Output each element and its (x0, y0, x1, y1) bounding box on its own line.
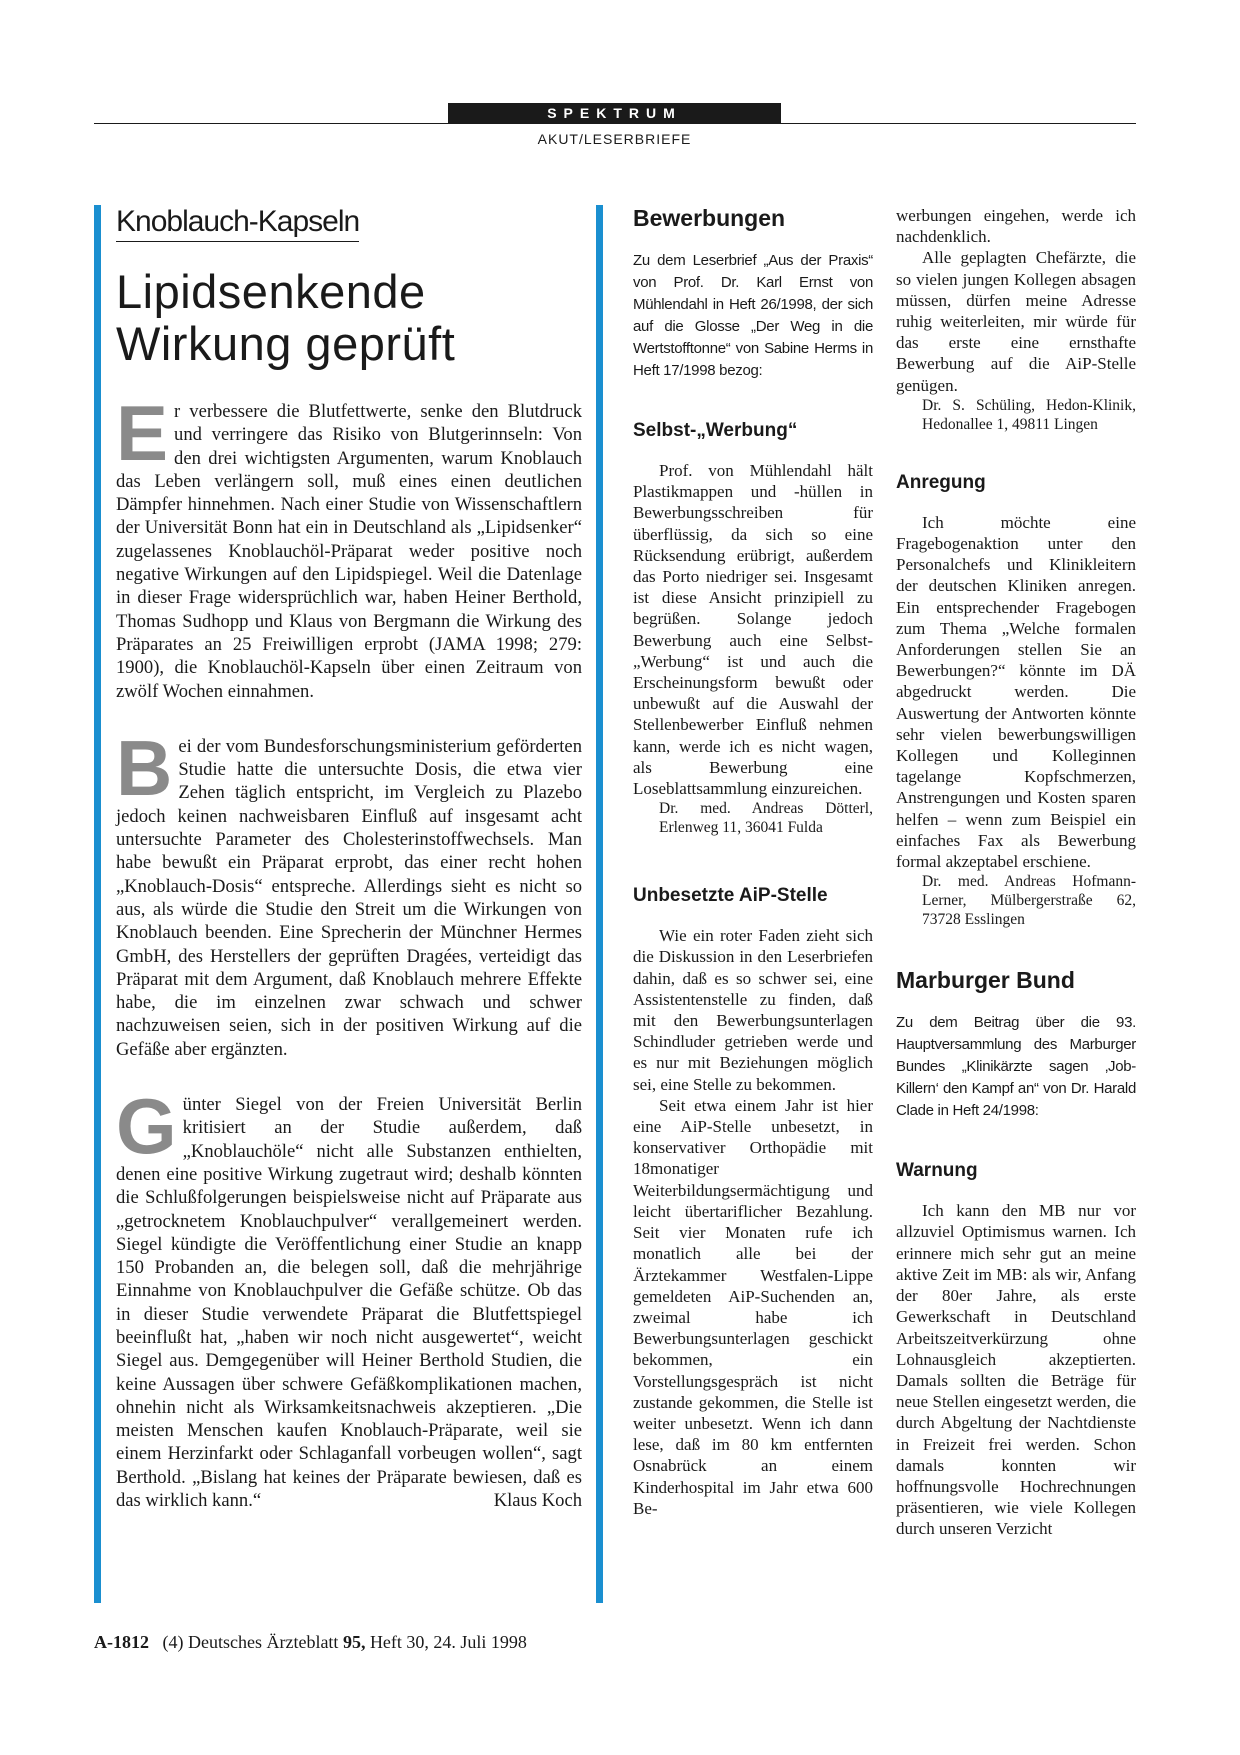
main-article (116, 205, 582, 1512)
letters-column-1 (633, 205, 873, 1519)
accent-bar-middle (596, 205, 603, 1603)
header-rule (94, 123, 1136, 124)
drop-cap: E (116, 389, 169, 477)
letter-text: Wie ein roter Faden zieht sich die Diskussion in den Leserbriefen dahin, daß es so schwer sei, eine Assistentenstelle zu finden, daß mit den Bewerbungsunterlagen Schindluder getrieben werde und es nur mit Beziehungen möglich sei, eine Stelle zu bekommen. (633, 926, 873, 1094)
article-headline (116, 266, 582, 370)
footer-volume: 95, (342, 1632, 366, 1652)
letter-text: Ich möchte eine Fragebogenaktion unter den Personalchefs und Klinikleitern der deutschen Kliniken anregen. Ein entsprechender Fragebogen zum Thema „Welche formalen Anforderungen stellen Sie an Bewerbungen?“ könnte im DÄ abgedruckt werden. Die Auswertung der Antworten könnte sehr vielen bewerbungswilligen Kollegen und Kolleginnen tagelange Kopfschmerzen, Anstrengungen und Kosten sparen helfen – wenn zum Beispiel ein einfaches Fax als Bewerbung formal akzeptabel erschiene. (896, 512, 1136, 872)
section-label: SPEKTRUM (448, 103, 781, 124)
article-author: Klaus Koch (493, 1490, 582, 1512)
article-paragraph (116, 1082, 582, 1512)
letter-signature: Dr. S. Schüling, Hedon-Klinik, Hedonallee 1, 49811 Lingen (922, 396, 1136, 433)
letter-text: Ich kann den MB nur vor allzuviel Optimismus warnen. Ich erinnere mich sehr gut an meine aktive Zeit im MB: als wir, Anfang der 80er Jahre, als erste Gewerkschaft in Deutschland Arbeitszeitverkürzung ohne Lohnausgleich akzeptierten. Damals sollten die Beträge für neue Stellen eingesetzt werden, die durch Abgeltung der Nachtdienste in Freizeit frei werden. Schon damals konnten wir hoffnungsvolle Hochrechnungen präsentieren, wie viele Kollegen durch unseren Verzicht (896, 1201, 1136, 1539)
footer-journal: (4) Deutsches Ärzteblatt (162, 1632, 339, 1652)
page-footer (94, 1632, 527, 1653)
letters-heading: Marburger Bund (896, 967, 1075, 994)
drop-cap: G (116, 1082, 177, 1171)
article-kicker: Knoblauch-Kapseln (116, 205, 359, 242)
drop-cap: B (116, 723, 173, 812)
headline-line-1: Lipidsenkende (116, 265, 426, 318)
article-paragraph (116, 389, 582, 703)
paragraph-text: ünter Siegel von der Freien Universität Berlin kritisiert an der Studie außerdem, daß „Knoblauchöle“ nicht alle Substanzen enthielten, denen eine positive Wirkung zugetraut wird; deshalb könnten die Schlußfolgerungen beispielsweise nicht auf Präparate aus „getrocknetem Knoblauchpulver“ verallgemeinert werden. Siegel kündigte die Veröffentlichung einer Studie an knapp 150 Probanden an, die belegen soll, daß die mehrjährige Einnahme von Knoblauchpulver die Gefäße schütze. Ob das in dieser Studie verwendete Präparat die Blutfettspiegel beeinflußt hat, „haben wir noch nicht ausgewertet“, weicht Siegel aus. Demgegenüber will Heiner Berthold Studien, die keine Aussagen über schwere Gefäßkomplikationen machen, ohnehin nicht als Wirksamkeitsnachweis akzeptieren. „Die meisten Menschen kaufen Knoblauch-Präparate, weil sie einem Herzinfarkt oder Schlaganfall vorbeugen wollen“, sagt Berthold. „Bislang hat keines der Präparate bewiesen, daß es das wirklich kann.“ (116, 1094, 582, 1512)
letters-intro: Zu dem Beitrag über die 93. Hauptversammlung des Marburger Bundes „Klinikärzte sagen ‚Job-Killern‘ den Kampf an“ von Dr. Harald Clade in Heft 24/1998: (896, 1014, 1136, 1120)
letter-title: Unbesetzte AiP-Stelle (633, 885, 828, 907)
letter-text: Alle geplagten Chefärzte, die so vielen jungen Kollegen absagen müssen, dürfen meine Adresse ruhig weiterleiten, mir würde für das erste eine ernsthafte Bewerbung auf die AiP-Stelle genügen. (896, 248, 1136, 395)
headline-line-2: Wirkung geprüft (116, 317, 456, 370)
letter-title: Anregung (896, 471, 986, 493)
letter-title: Selbst-„Werbung“ (633, 420, 798, 441)
article-paragraph (116, 723, 582, 1061)
paragraph-text: ei der vom Bundesforschungsministerium geförderten Studie hatte die untersuchte Dosis, die etwa vier Zehen täglich entspricht, im Vergleich zu Plazebo jedoch keinen nachweisbaren Einfluß auf insgesamt acht untersuchte Parameter des Cholesterinstoffwechsels. Man habe bewußt ein Präparat erprobt, das einer recht hohen „Knoblauch-Dosis“ entspreche. Allerdings sieht es nicht so aus, als würde die Studie den Streit um die Wirkungen von Knoblauch beenden. Eine Sprecherin der Münchner Hermes GmbH, des Herstellers der geprüften Dragées, verteidigt das Präparat mit dem Argument, daß Knoblauch mehrere Effekte habe, die im einzelnen zwar schwach und schwer nachzuweisen seien, sich in der positiven Wirkung auf die Gefäße aber ergänzten. (116, 735, 582, 1060)
letters-intro: Zu dem Leserbrief „Aus der Praxis“ von Prof. Dr. Karl Ernst von Mühlendahl in Heft 26/1998, der sich auf die Glosse „Der Weg in die Wertstofftonne“ von Sabine Herms in Heft 17/1998 bezog: (633, 252, 873, 379)
letter-signature: Dr. med. Andreas Dötterl, Erlenweg 11, 36041 Fulda (659, 800, 873, 837)
page-number: A-1812 (94, 1632, 149, 1652)
letter-text: werbungen eingehen, werde ich nachdenklich. (896, 206, 1136, 247)
letter-text: Prof. von Mühlendahl hält Plastikmappen und -hüllen in Bewerbungsschreiben für überflüssig, da sich so eine Rücksendung erübrigt, außerdem das Porto niedriger sei. Insgesamt ist diese Ansicht prinzipiell zu begrüßen. Solange jedoch Bewerbung auch eine Selbst-„Werbung“ ist und auch die Erscheinungsform bewußt oder unbewußt auf die Auswahl der Stellenbewerber Einfluß nehmen kann, werde ich es nicht wagen, als Bewerbung eine Loseblattsammlung einzureichen. (633, 461, 873, 799)
letter-title: Warnung (896, 1160, 978, 1182)
subsection-label: AKUT/LESERBRIEFE (537, 131, 692, 147)
letter-signature: Dr. med. Andreas Hofmann-Lerner, Mülbergerstraße 62, 73728 Esslingen (922, 873, 1136, 929)
letters-heading: Bewerbungen (633, 205, 786, 231)
letter-text: Seit etwa einem Jahr ist hier eine AiP-Stelle unbesetzt, in konservativer Orthopädie mit 18monatiger Weiterbildungsermächtigung und leicht übertariflicher Bezahlung. Seit vier Monaten rufe ich monatlich alle bei der Ärztekammer Westfalen-Lippe gemeldeten AiP-Suchenden an, zweimal habe ich Bewerbungsunterlagen geschickt bekommen, ein Vorstellungsgespräch ist nicht zustande gekommen, die Stelle ist weiter unbesetzt. Wenn ich dann lese, daß im 80 km entfernten Osnabrück an einem Kinderhospital im Jahr etwa 600 Be- (633, 1095, 873, 1518)
letters-column-2 (896, 205, 1136, 1540)
footer-issue: Heft 30, 24. Juli 1998 (369, 1632, 527, 1652)
paragraph-text: r verbessere die Blutfettwerte, senke den Blutdruck und verringere das Risiko von Blutgerinnseln: Von den drei wichtigsten Argumenten, warum Knoblauch das Leben verlängern soll, muß eines einen deutlichen Dämpfer hinnehmen. Nach einer Studie von Wissenschaftlern der Universität Bonn hat ein in Deutschland als „Lipidsenker“ zugelassenes Knoblauchöl-Präparat weder positive noch negative Wirkungen auf den Lipidspiegel. Weil die Datenlage in dieser Frage widersprüchlich war, haben Heiner Berthold, Thomas Sudhopp und Klaus von Bergmann die Wirkung des Präparates an 25 Freiwilligen erprobt (JAMA 1998; 279: 1900), die Knoblauchöl-Kapseln über einen Zeitraum von zwölf Wochen einnahmen. (116, 401, 582, 702)
accent-bar-left (94, 205, 101, 1603)
